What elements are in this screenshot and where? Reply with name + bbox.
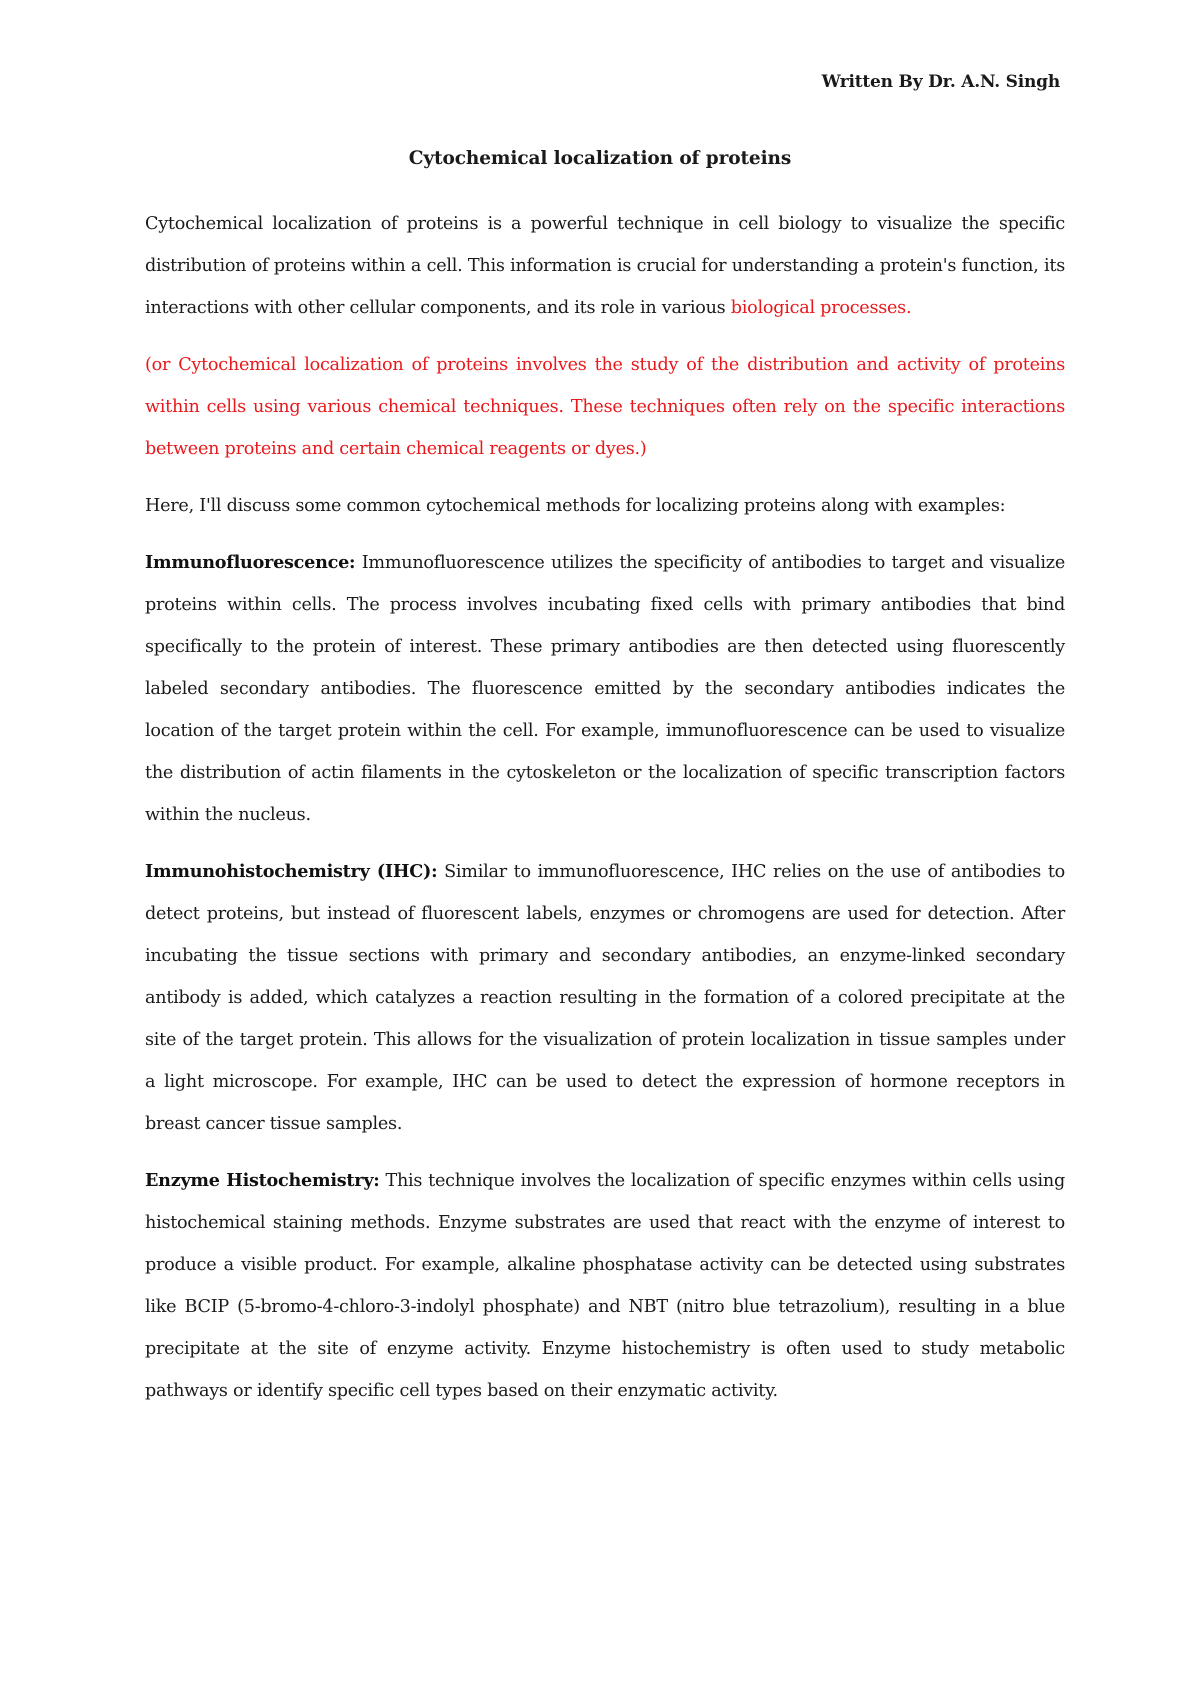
document-title: Cytochemical localization of proteins <box>408 148 792 169</box>
section-heading: Immunofluorescence: <box>145 552 356 573</box>
alt-definition-paragraph: (or Cytochemical localization of proteins involves the study of the distribution and activity of proteins within cells using various chemical techniques. These techniques often rely on the specific interactions between proteins and certain chemical reagents or dyes.) <box>145 355 1065 459</box>
section-heading: Immunohistochemistry (IHC): <box>145 861 438 882</box>
author-credit: Written By Dr. A.N. Singh <box>821 72 1060 92</box>
section-text: Immunofluorescence utilizes the specificity of antibodies to target and visualize proteins within cells. The process involves incubating fixed cells with primary antibodies that bind specifically to the protein of interest. These primary antibodies are then detected using fluorescently labeled secondary antibodies. The fluorescence emitted by the secondary antibodies indicates the location of the target protein within the cell. For example, immunofluorescence can be used to visualize the distribution of actin filaments in the cytoskeleton or the localization of specific transcription factors within the nucleus. <box>145 553 1065 825</box>
intro-text: Cytochemical localization of proteins is a powerful technique in cell biology to visualize the specific distribution of proteins within a cell. This information is crucial for understanding a protein's function, its interactions with other cellular components, and its role in various <box>145 214 1065 318</box>
section-heading: Enzyme Histochemistry: <box>145 1170 380 1191</box>
section-immunohistochemistry <box>145 851 1065 1145</box>
section-text: Similar to immunofluorescence, IHC relies on the use of antibodies to detect proteins, but instead of fluorescent labels, enzymes or chromogens are used for detection. After incubating the tissue sections with primary and secondary antibodies, an enzyme-linked secondary antibody is added, which catalyzes a reaction resulting in the formation of a colored precipitate at the site of the target protein. This allows for the visualization of protein localization in tissue samples under a light microscope. For example, IHC can be used to detect the expression of hormone receptors in breast cancer tissue samples. <box>145 862 1066 1134</box>
intro-paragraph <box>145 203 1065 329</box>
intro-highlight: biological processes. <box>730 298 912 318</box>
document-body <box>145 203 1065 1427</box>
section-immunofluorescence <box>145 542 1065 836</box>
lead-in-paragraph: Here, I'll discuss some common cytochemical methods for localizing proteins along with examples: <box>145 496 1006 516</box>
section-enzyme-histochemistry <box>145 1160 1065 1412</box>
section-text: This technique involves the localization of specific enzymes within cells using histochemical staining methods. Enzyme substrates are used that react with the enzyme of interest to produce a visible product. For example, alkaline phosphatase activity can be detected using substrates like BCIP (5-bromo-4-chloro-3-indolyl phosphate) and NBT (nitro blue tetrazolium), resulting in a blue precipitate at the site of enzyme activity. Enzyme histochemistry is often used to study metabolic pathways or identify specific cell types based on their enzymatic activity. <box>145 1171 1065 1401</box>
